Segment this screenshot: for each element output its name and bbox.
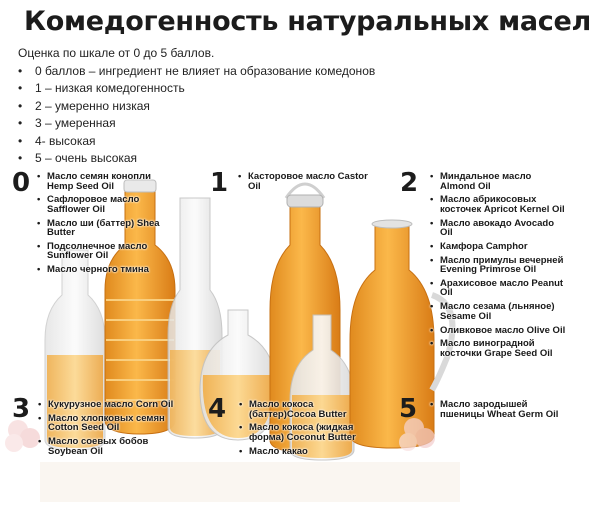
rating-number: 0 (12, 168, 31, 198)
oil-item: • Оливковое масло Olive Oil (429, 326, 600, 336)
scale-item-1: • 1 – низкая комедогенность (18, 80, 398, 98)
oil-list (429, 400, 599, 419)
scale-intro: Оценка по шкале от 0 до 5 баллов. (18, 46, 215, 60)
oil-item: • Масло зародышей пшеницы Wheat Germ Oil (429, 400, 599, 419)
rating-number: 1 (210, 168, 229, 198)
oil-list (237, 172, 385, 191)
oil-item: • Масло черного тмина (36, 265, 182, 275)
scale-item-4: • 4- высокая (18, 133, 398, 151)
group-rating-4 (208, 396, 378, 460)
oil-item: • Камфора Camphor (429, 242, 600, 252)
oil-item: • Касторовое масло Castor Oil (237, 172, 385, 191)
oil-item: • Масло кокоса (баттер)Cocoa Butter (238, 400, 378, 419)
oil-item: • Масло хлопковых семян Cotton Seed Oil (37, 414, 192, 433)
oil-item: • Сафлоровое масло Safflower Oil (36, 195, 182, 214)
oil-item: • Масло семян конопли Hemp Seed Oil (36, 172, 182, 191)
rating-number: 4 (208, 394, 227, 424)
oil-list (238, 400, 378, 456)
group-rating-3 (12, 396, 192, 460)
oil-item: • Масло виноградной косточки Grape Seed Oil (429, 339, 600, 358)
oil-item: • Арахисовое масло Peanut Oil (429, 279, 600, 298)
oil-item: • Миндальное масло Almond Oil (429, 172, 600, 191)
oil-item: • Масло абрикосовых косточек Apricot Kernel Oil (429, 195, 600, 214)
group-rating-5 (399, 396, 599, 423)
oil-item: • Масло какао (238, 447, 378, 457)
group-rating-0 (12, 170, 182, 279)
scale-item-5: • 5 – очень высокая (18, 150, 398, 168)
group-rating-1 (210, 168, 385, 198)
rating-number: 3 (12, 394, 31, 424)
oil-item: • Масло кокоса (жидкая форма) Coconut Butter (238, 423, 378, 442)
oil-item: • Масло примулы вечерней Evening Primrose Oil (429, 256, 600, 275)
scale-item-2: • 2 – умеренно низкая (18, 98, 398, 116)
oil-item: • Масло ши (баттер) Shea Butter (36, 219, 182, 238)
oil-list (429, 172, 600, 358)
oil-item: • Кукурузное масло Corn Oil (37, 400, 192, 410)
scale-item-0: • 0 баллов – ингредиент не влияет на образование комедонов (18, 63, 398, 81)
oil-item: • Масло авокадо Avocado Oil (429, 219, 600, 238)
oil-list (36, 172, 182, 275)
oil-item: • Подсолнечное масло Sunflower Oil (36, 242, 182, 261)
scale-item-3: • 3 – умеренная (18, 115, 398, 133)
oil-list (37, 400, 192, 456)
page-title: Комедогенность натуральных масел (24, 6, 591, 37)
rating-number: 2 (400, 168, 419, 198)
oil-item: • Масло сезама (льняное) Sesame Oil (429, 302, 600, 321)
oil-item: • Масло соевых бобов Soybean Oil (37, 437, 192, 456)
group-rating-2 (400, 170, 600, 363)
rating-number: 5 (399, 394, 418, 424)
